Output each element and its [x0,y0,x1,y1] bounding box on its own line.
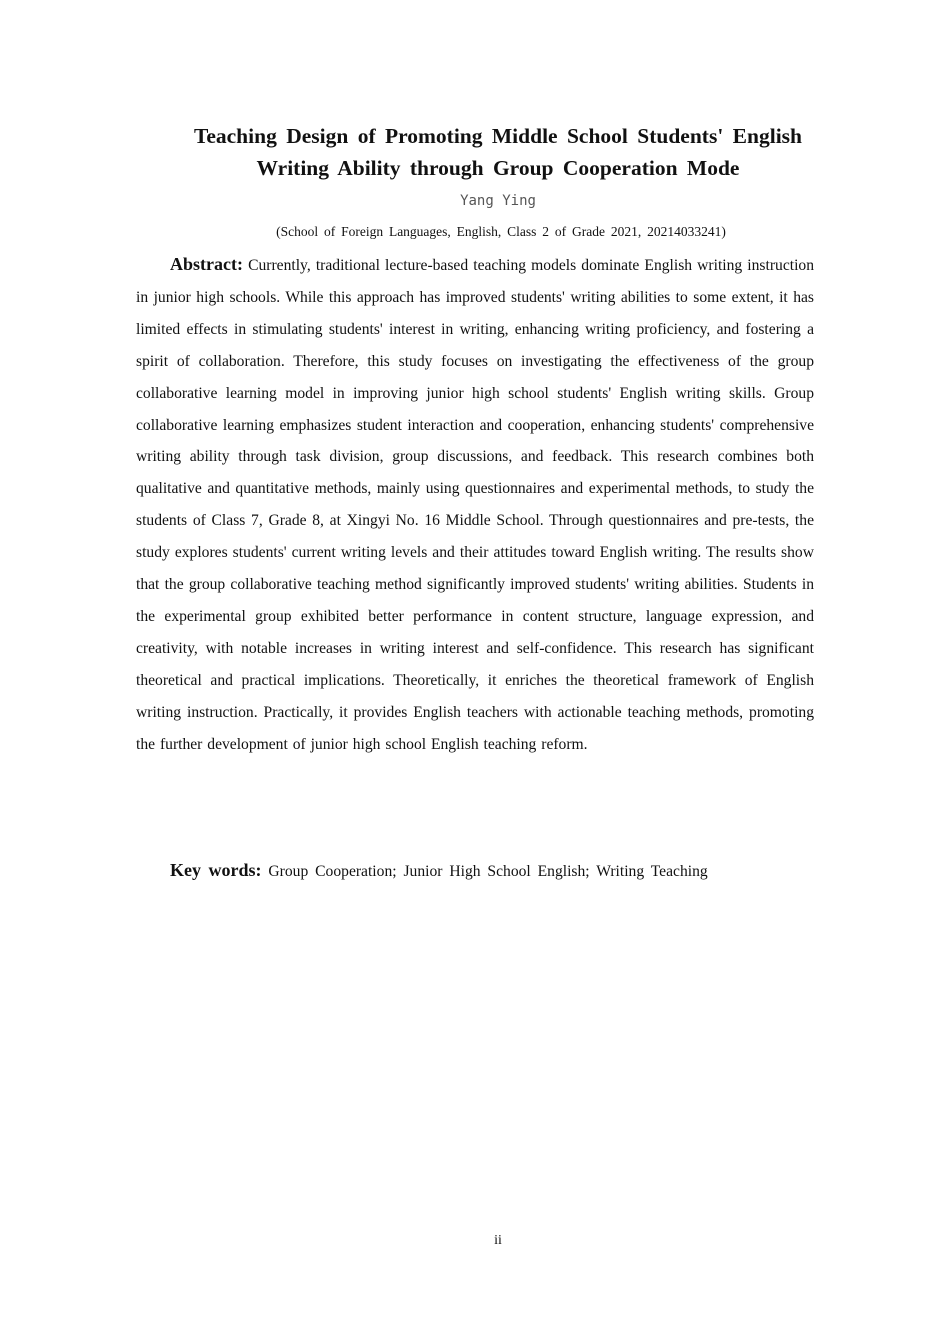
abstract-label: Abstract: [170,254,243,274]
keywords-text: Group Cooperation; Junior High School English; Writing Teaching [268,863,708,880]
abstract-text: Currently, traditional lecture-based teaching models dominate English writing instruction in junior high schools. While this approach has improved students' writing abilities to some extent, it has limited effects in stimulating students' interest in writing, enhancing writing proficiency, and fostering a spirit of collaboration. Therefore, this study focuses on investigating the effectiveness of the group collaborative learning model in improving junior high school students' English writing skills. Group collaborative learning emphasizes student interaction and cooperation, enhancing students' comprehensive writing ability through task division, group discussions, and feedback. This research combines both qualitative and quantitative methods, mainly using questionnaires and experimental methods, to study the students of Class 7, Grade 8, at Xingyi No. 16 Middle School. Through questionnaires and pre-tests, the study explores students' current writing levels and their attitudes toward English writing. The results show that the group collaborative teaching method significantly improved students' writing abilities. Students in the experimental group exhibited better performance in content structure, language expression, and creativity, with notable increases in writing interest and self-confidence. This research has significant theoretical and practical implications. Theoretically, it enriches the theoretical framework of English writing instruction. Practically, it provides English teachers with actionable teaching methods, promoting the further development of junior high school English teaching reform. [136,257,815,753]
author-affiliation: (School of Foreign Languages, English, Class 2 of Grade 2021, 20214033241) [276,224,726,239]
author-name: Yang Ying [460,193,536,209]
abstract-paragraph [136,249,814,761]
page-number: ii [494,1233,502,1248]
keywords-label: Key words: [170,860,262,880]
keywords-line [170,855,830,887]
paper-title: Teaching Design of Promoting Middle School Students' English Writing Ability through Group Cooperation Mode [193,124,802,180]
